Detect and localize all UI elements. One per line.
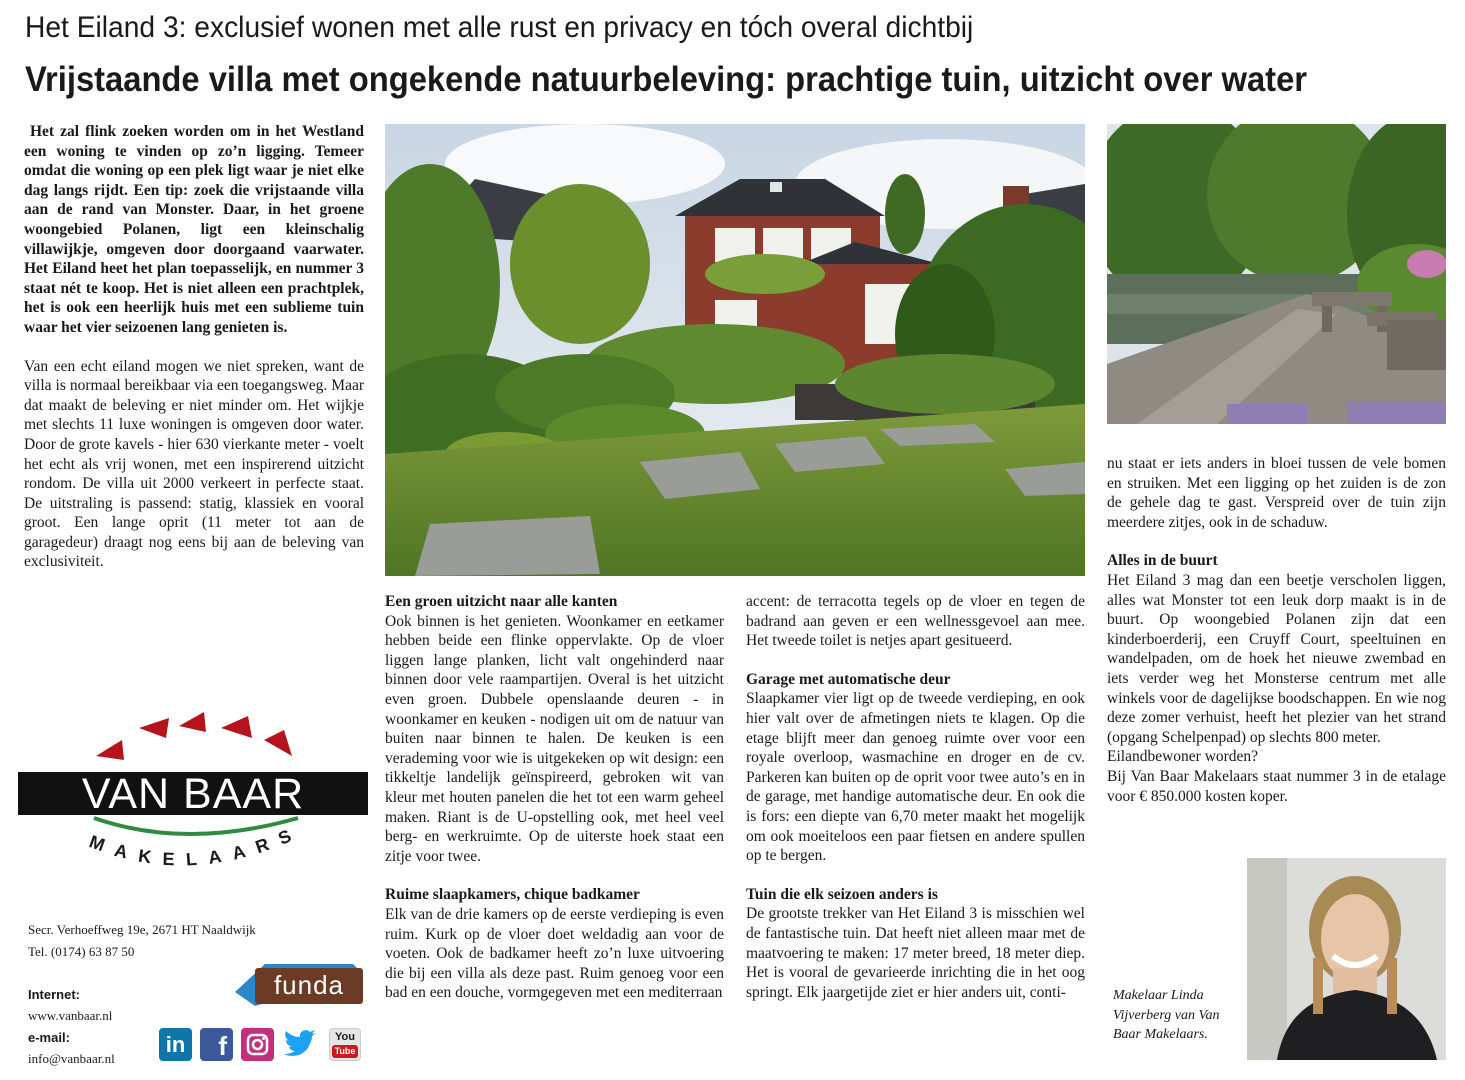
website-link[interactable]: www.vanbaar.nl [28, 1008, 113, 1023]
svg-text:MAKELAARS [87, 821, 306, 870]
funda-badge[interactable] [235, 964, 363, 1010]
twitter-icon[interactable] [282, 1028, 315, 1061]
garden-house-photo [385, 124, 1085, 576]
paragraph-interior: Ook binnen is het genieten. Woonkamer en eetkamer hebben beide een flinke oppervlakte. Op de vloer liggen lange planken, licht valt ongehinderd naar binnen door vele raampartijen. Overal is het uitzicht even groen. Dubbele openslaande deuren - in woonkamer en keuken - nodigen uit om de natuur van buiten naar binnen te halen. De keuken is een verademing voor wie is uitgekeken op wit design: een tikkeltje landelijk geïnspireerd, gebroken wit van kleur met houten panelen die het tot een warm geheel maken. Riant is de U-opstelling ook, met heel veel berg- en werkruimte. Op de uiterste hoek staat een zitje voor twee. [385, 612, 724, 865]
paragraph-bathroom: accent: de terracotta tegels op de vloer en tegen de badrand aan geven er een wellnessgevoel aan mee. Het tweede toilet is netjes apart gesitueerd. [746, 593, 1085, 650]
subheading-garage: Garage met automatische deur [746, 670, 951, 688]
internet-label: Internet: [28, 987, 80, 1002]
waterside-deck-photo [1107, 124, 1446, 424]
logo-tagline: MAKELAARS [86, 820, 306, 870]
subheading-bedrooms: Ruime slaapkamers, chique badkamer [385, 886, 640, 904]
subheading-green-view: Een groen uitzicht naar alle kanten [385, 593, 618, 610]
paragraph-question: Eilandbewoner worden? [1107, 748, 1259, 766]
lead-paragraph: Het zal flink zoeken worden om in het Westland een woning te vinden op zo’n ligging. Temeer omdat die woning op een plek ligt waar je niet elke dag langs rijdt. Een tip: zoek die vrijstaande villa aan de rand van Monster. Daar, in het groene woongebied Polanen, ligt een kleinschalig villawijkje, omgeven door doorgaand vaarwater. Het Eiland heet het plan toepasselijk, en nummer 3 staat nét te koop. Het is niet alleen een prachtplek, het is ook een heerlijk huis met een sublieme tuin waar het vier seizoenen lang genieten is. [24, 123, 364, 336]
office-address: Secr. Verhoeffweg 19e, 2671 HT Naaldwijk [28, 922, 256, 937]
subheading-garden: Tuin die elk seizoen anders is [746, 885, 938, 903]
funda-label: funda [255, 968, 363, 1004]
subheading-nearby: Alles in de buurt [1107, 552, 1218, 570]
roof-triangle-1 [96, 740, 124, 760]
column-4 [1107, 454, 1446, 806]
agent-caption: Makelaar Linda Vijverberg van Van Baar Makelaars. [1113, 988, 1220, 1043]
paragraph-garage: Slaapkamer vier ligt op de tweede verdieping, en ook hier valt over de afmetingen niets te klagen. Op die etage blijft meer dan genoeg ruimte over voor een royale overloop, wasmachine en droger en de cv. Parkeren kan buiten op de oprit voor twee auto’s en in de garage, met handige automatische deur. En ook die is fors: een diepte van 6,70 meter maakt het mogelijk om ook moeiteloos een paar fietsen en andere spullen op te bergen. [746, 690, 1085, 865]
linkedin-icon[interactable]: in [159, 1028, 192, 1061]
paragraph-nearby: Het Eiland 3 mag dan een beetje verscholen liggen, alles wat Monster tot een leuk dorp maakt is in de buurt. Op woongebied Polanen zijn dat een kinderboerderij, een Cruyff Court, speeltuinen en wandelpaden, om de hoek het nieuwe zwembad en iets verder weg het Monsterse centrum met alle winkels voor de dagelijkse boodschappen. En wie nog deze zomer verhuist, heeft het plezier van het strand (opgang Schelpenpad) op slechts 800 meter. [1107, 571, 1446, 746]
roof-triangle-2 [139, 718, 169, 738]
intro-paragraph: Van een echt eiland mogen we niet spreken, want de villa is normaal bereikbaar via een toegangsweg. Maar dat maakt de beleving er niet minder om. Het wijkje met slechts 11 luxe woningen is omgeven door water. Door de grote kavels - hier 630 vierkante meter - voelt het echt als vrij wonen, met een inspirerend uitzicht rondom. De villa uit 2000 verkeert in perfecte staat. De uitstraling is passend: statig, klassiek en vooral groot. Een lange oprit (11 meter tot aan de garagedeur) draagt nog eens bij aan de beleving van exclusiviteit. [24, 357, 364, 571]
youtube-icon[interactable]: You Tube [329, 1028, 361, 1061]
article-headline: Vrijstaande villa met ongekende natuurbeleving: prachtige tuin, uitzicht over water [25, 60, 1308, 99]
column-2 [385, 592, 724, 1003]
roof-triangle-3 [179, 712, 206, 732]
facebook-icon[interactable]: f [200, 1028, 233, 1061]
column-3 [746, 592, 1085, 1002]
paragraph-garden-cont: nu staat er iets anders in bloei tussen de vele bomen en struiken. Met een ligging op het zuiden is de zon de gehele dag te gast. Verspreid over de tuin zijn meerdere zitjes, ook in de schaduw. [1107, 455, 1446, 531]
van-baar-logo [16, 704, 368, 874]
email-label: e-mail: [28, 1030, 70, 1045]
paragraph-bedrooms: Elk van de drie kamers op de eerste verdieping is even ruim. Kurk op de vloer doet weldadig aan voor de voeten. Ook de badkamer heeft zo’n luxe uitvoering die bij een villa als deze past. Ruim genoeg voor een bad en een douche, vormgegeven met een mediterraan [385, 905, 724, 1002]
paragraph-garden: De grootste trekker van Het Eiland 3 is misschien wel de fantastische tuin. Dat heeft niet alleen maar met de maatvoering te maken: 17 meter breed, 18 meter diep. Het is vooral de gevarieerde inrichting die in het oog springt. Elk jaargetijde ziet er hier anders uit, conti- [746, 905, 1085, 1001]
agent-portrait-photo [1247, 858, 1446, 1060]
office-phone: Tel. (0174) 63 87 50 [28, 944, 135, 959]
logo-wordmark: VAN BAAR [18, 772, 368, 815]
paragraph-price: Bij Van Baar Makelaars staat nummer 3 in de etalage voor € 850.000 kosten koper. [1107, 767, 1446, 805]
instagram-icon[interactable] [241, 1028, 274, 1061]
logo-arc-mark [16, 804, 368, 874]
roof-triangle-4 [221, 716, 252, 738]
email-link[interactable]: info@vanbaar.nl [28, 1051, 115, 1066]
article-kicker: Het Eiland 3: exclusief wonen met alle rust en privacy en tóch overal dichtbij [25, 11, 974, 44]
roof-triangle-5 [264, 730, 292, 756]
column-1 [24, 122, 364, 572]
